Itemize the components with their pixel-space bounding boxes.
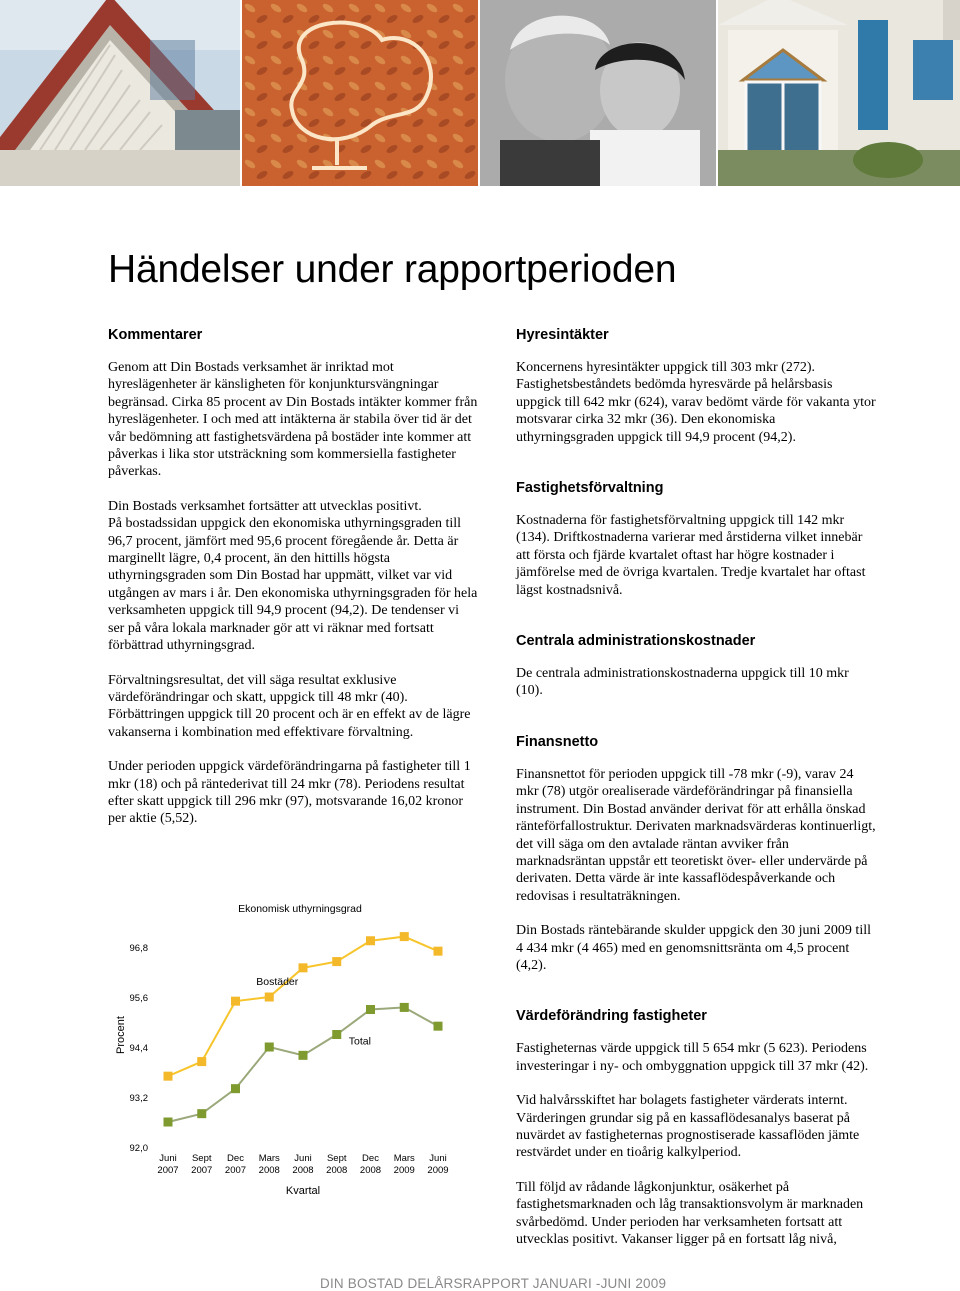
x-tick-label: Sept 2008 <box>326 1153 348 1176</box>
chart-x-label: Kvartal <box>285 1185 321 1197</box>
x-tick-label: Juni 2007 <box>157 1153 179 1176</box>
data-point <box>197 1109 206 1118</box>
x-tick-label: Mars 2008 <box>258 1153 280 1176</box>
x-tick-label: Dec 2008 <box>359 1153 382 1176</box>
kommentarer-paragraph-1: Genom att Din Bostads verksamhet är inriktad mot hyreslägenheter är känsligheten för konjunktursvängningar begränsad. Cirka 85 procent av Din Bostads intäkter kommer från hyreslägenheter. I och med att intäkterna är stabila över tid är det vår bedömning att fastighetsvärdena på bostäder inte kommer att påverkas i lika stor utsträckning som kommersiella fastigheter påverkas. <box>108 360 478 480</box>
x-tick-label: Dec 2007 <box>224 1153 247 1176</box>
building-entrance-photo <box>718 0 960 186</box>
page-title: Händelser under rapportperioden <box>108 248 677 291</box>
y-tick-label: 95,6 <box>129 993 148 1004</box>
occupancy-rate-chart <box>104 895 474 1205</box>
data-point <box>231 997 240 1006</box>
x-tick-label: Mars 2009 <box>393 1153 415 1176</box>
data-point <box>299 963 308 972</box>
fastighetsforvaltning-paragraph: Kostnaderna för fastighetsförvaltning uppgick till 142 mkr (134). Driftkostnaderna varierar med årstiderna vilket innebär att första och fjärde kvartalet oftast har högre kostnader i jämförelse med de övriga kvartalen. Tredje kvartalet har oftast lägst kostnadsnivå. <box>516 513 866 598</box>
data-point <box>265 993 274 1002</box>
data-point <box>434 1022 443 1031</box>
kommentarer-paragraph-2: Din Bostads verksamhet fortsätter att utvecklas positivt. <box>108 498 422 514</box>
finansnetto-heading: Finansnetto <box>516 733 599 750</box>
fastighetsforvaltning-heading: Fastighetsförvaltning <box>516 480 664 497</box>
series-label: Bostäder <box>256 976 299 988</box>
data-point <box>366 936 375 945</box>
data-point <box>197 1057 206 1066</box>
series-line-total <box>168 1007 438 1122</box>
data-point <box>332 1030 341 1039</box>
grandfather-child-photo <box>480 0 716 186</box>
y-tick-label: 93,2 <box>129 1093 148 1104</box>
house-gable-photo <box>0 0 240 186</box>
data-point <box>164 1072 173 1081</box>
right-column <box>516 327 876 1248</box>
vardeforandring-paragraph-3: Till följd av rådande lågkonjunktur, osäkerhet på fastighetsmarknaden och låg transaktionsvolym är marknaden svårbedömd. Under perioden har verksamheten fortsatt att utvecklas positivt. Vakanser ligger på en fortsatt låg nivå, <box>516 1179 864 1247</box>
left-column <box>108 327 478 828</box>
chart-title: Ekonomisk uthyrningsgrad <box>238 903 362 915</box>
vardeforandring-paragraph-1: Fastigheternas värde uppgick till 5 654 mkr (5 623). Periodens investeringar i ny- och ombyggnation uppgick till 37 mkr (42). <box>516 1041 869 1074</box>
y-tick-label: 96,8 <box>129 943 148 954</box>
data-point <box>164 1118 173 1127</box>
data-point <box>265 1043 274 1052</box>
data-point <box>400 932 409 941</box>
finansnetto-paragraph-1: Finansnettot för perioden uppgick till -78 mkr (-9), varav 24 mkr (78) utgör orealiserade värdeförändringar på finansiella instrument. Din Bostad använder derivat för att erhålla önskad räntеförfallostruktur. Derivaten marknadsvärderas kontinuerligt, det vill säga om den avtalade räntan avviker från marknadsräntan uppstår ett teoretiskt över- eller undervärde på derivaten. Detta värde är inte kassaflödespåverkande och redovisas i resultaträkningen. <box>516 766 876 904</box>
finansnetto-paragraph-2: Din Bostads räntebärande skulder uppgick den 30 juni 2009 till 4 434 mkr (4 465) med en genomsnittsränta om 4,5 procent (4,2). <box>516 923 871 973</box>
kommentarer-paragraph-4: Förvaltningsresultat, det vill säga resultat exklusive värdeförändringar och skatt, uppgick till 48 mkr (40). Förbättringen uppgick till 20 procent och är en effekt av de lägre vakanserna i kombination med effektivare förvaltning. <box>108 672 471 740</box>
page-footer: DIN BOSTAD DELÅRSRAPPORT JANUARI -JUNI 2009 <box>320 1276 667 1291</box>
kommentarer-heading: Kommentarer <box>108 327 203 343</box>
data-point <box>400 1003 409 1012</box>
chair-pattern-photo <box>242 0 478 186</box>
kommentarer-paragraph-3: På bostadssidan uppgick den ekonomiska uthyrningsgraden till 96,7 procent, jämfört med 95,6 procent föregående år. Detta är marginellt lägre, 0,4 procent, än den hittills högsta uthyrningsgraden som Din Bostad har uppmätt, vilket var vid utgången av mars i år. Den ekonomiska uthyrningsgraden för hela verksamheten uppgick till 94,9 procent (94,2). De tendenser vi ser på våra lokala marknader gör att vi räknar med fortsatt förbättrad uthyrningsgrad. <box>108 516 478 654</box>
x-tick-label: Sept 2007 <box>191 1153 213 1176</box>
vardeforandring-heading: Värdeförändring fastigheter <box>516 1008 707 1025</box>
x-tick-label: Juni 2009 <box>427 1153 449 1176</box>
administration-paragraph: De centrala administrationskostnaderna uppgick till 10 mkr (10). <box>516 666 849 699</box>
series-label: Total <box>348 1035 371 1048</box>
administration-heading: Centrala administrationskostnader <box>516 633 756 650</box>
chart-y-label: Procent <box>115 1016 127 1054</box>
y-tick-label: 92,0 <box>129 1143 148 1154</box>
hyresintakter-heading: Hyresintäkter <box>516 327 609 343</box>
y-tick-label: 94,4 <box>129 1043 148 1054</box>
x-tick-label: Juni 2008 <box>292 1153 314 1176</box>
hyresintakter-paragraph: Koncernens hyresintäkter uppgick till 303 mkr (272). Fastighetsbeståndets bedömda hyresvärde på helårsbasis uppgick till 642 mkr (624), varav bedömt värde för vakanta ytor motsvarar cirka 32 mkr (36). Den ekonomiska uthyrningsgraden uppgick till 94,9 procent (94,2). <box>516 360 876 445</box>
data-point <box>366 1005 375 1014</box>
data-point <box>299 1051 308 1060</box>
data-point <box>231 1084 240 1093</box>
data-point <box>434 947 443 956</box>
vardeforandring-paragraph-2: Vid halvårsskiftet har bolagets fastigheter värderats internt. Värderingen grundar sig på en kassaflödesanalys baserat på nuvärdet av fastigheternas prognostiserade kassaflöden jämte restvärdet under en tioårig kalkylperiod. <box>516 1093 860 1161</box>
kommentarer-paragraph-5: Under perioden uppgick värdeförändringarna på fastigheter till 1 mkr (18) och på räntederivat till 24 mkr (78). Periodens resultat efter skatt uppgick till 296 mkr (97), motsvarande 16,02 kronor per aktie (5,52). <box>108 759 471 827</box>
data-point <box>332 957 341 966</box>
